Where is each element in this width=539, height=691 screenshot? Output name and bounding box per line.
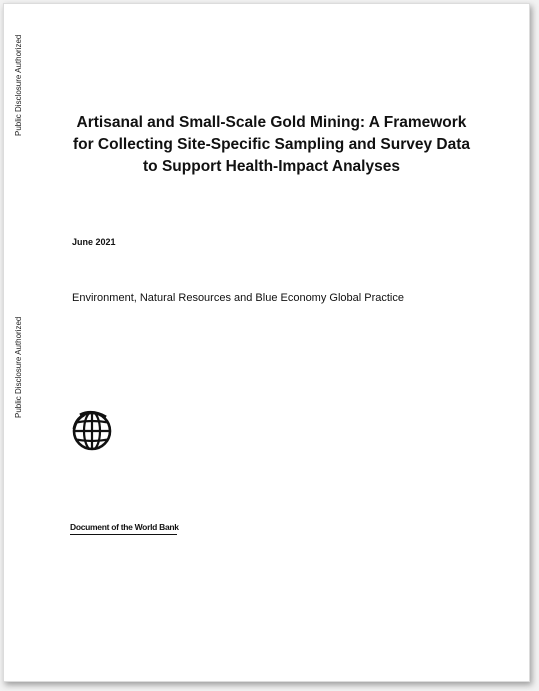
footer-rule: [70, 534, 177, 535]
disclosure-label-bottom: Public Disclosure Authorized: [14, 316, 23, 418]
title-line-2: for Collecting Site-Specific Sampling and Survey Data: [72, 136, 471, 153]
disclosure-label-top: Public Disclosure Authorized: [14, 34, 23, 136]
publication-date: June 2021: [72, 237, 116, 247]
footer-label: Document of the World Bank: [70, 522, 179, 532]
document-title: [44, 112, 499, 178]
global-practice: Environment, Natural Resources and Blue Economy Global Practice: [72, 292, 404, 304]
world-bank-globe-icon: [70, 409, 114, 453]
document-page: [3, 3, 530, 682]
title-line-1: Artisanal and Small-Scale Gold Mining: A Framework: [76, 114, 467, 131]
title-line-3: to Support Health-Impact Analyses: [143, 158, 400, 175]
